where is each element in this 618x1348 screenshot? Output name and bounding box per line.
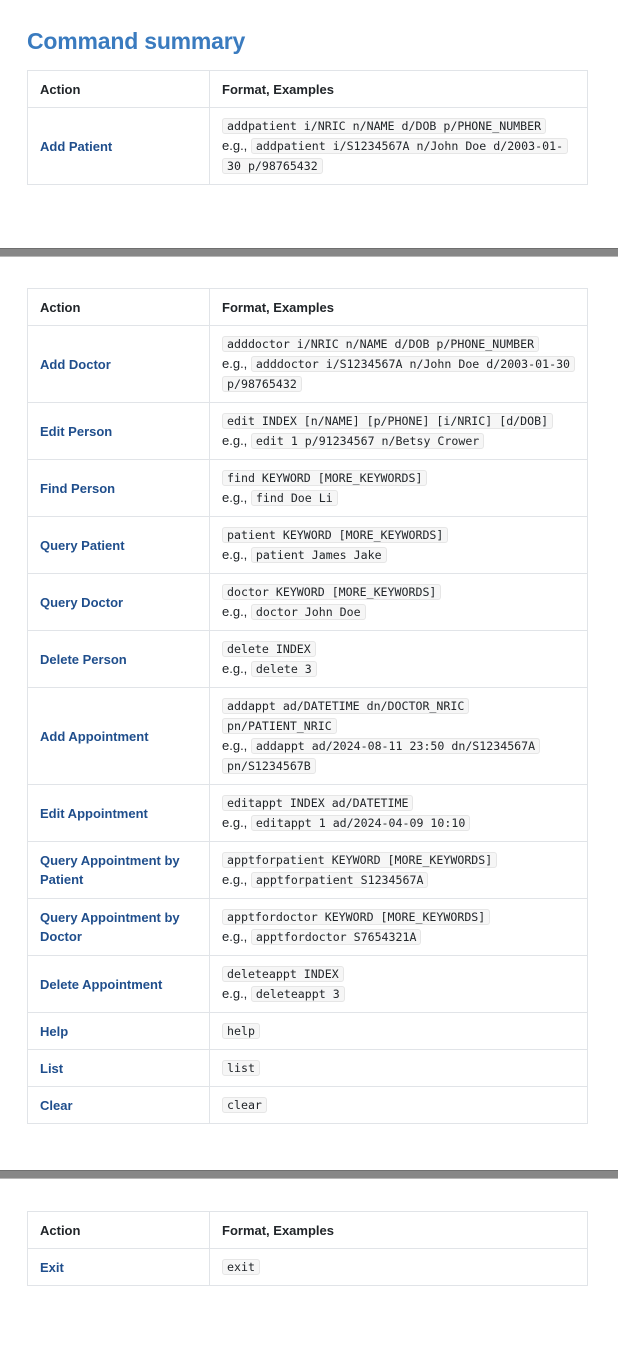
table-row: [28, 899, 588, 956]
header-action: Action: [28, 1212, 210, 1249]
eg-prefix: e.g.,: [222, 929, 248, 944]
format-code: addpatient i/NRIC n/NAME d/DOB p/PHONE_NUMBER: [222, 118, 546, 134]
format-code: patient KEYWORD [MORE_KEYWORDS]: [222, 527, 448, 543]
example-code: delete 3: [251, 661, 317, 677]
format-code: delete INDEX: [222, 641, 316, 657]
format-code: apptfordoctor KEYWORD [MORE_KEYWORDS]: [222, 909, 490, 925]
format-cell: [210, 1087, 588, 1124]
table-row: [28, 1249, 588, 1286]
example-code: apptforpatient S1234567A: [251, 872, 429, 888]
format-code: find KEYWORD [MORE_KEYWORDS]: [222, 470, 427, 486]
table-row: [28, 574, 588, 631]
format-cell: [210, 1249, 588, 1286]
table-header-row: [28, 289, 588, 326]
table-row: [28, 108, 588, 185]
page-title: Command summary: [27, 28, 246, 54]
format-cell: [210, 403, 588, 460]
format-cell: [210, 956, 588, 1013]
action-cell: List: [28, 1050, 210, 1087]
header-format: Format, Examples: [210, 1212, 588, 1249]
format-cell: [210, 1050, 588, 1087]
example-code: adddoctor i/S1234567A n/John Doe d/2003-01-30 p/98765432: [222, 356, 575, 392]
table-row: [28, 1087, 588, 1124]
eg-prefix: e.g.,: [222, 986, 248, 1001]
action-cell: Delete Appointment: [28, 956, 210, 1013]
example-code: edit 1 p/91234567 n/Betsy Crower: [251, 433, 484, 449]
example-code: find Doe Li: [251, 490, 338, 506]
format-cell: [210, 1013, 588, 1050]
format-cell: [210, 326, 588, 403]
eg-prefix: e.g.,: [222, 661, 248, 676]
command-table-3: [27, 1211, 588, 1286]
eg-prefix: e.g.,: [222, 604, 248, 619]
format-cell: [210, 631, 588, 688]
example-code: addpatient i/S1234567A n/John Doe d/2003-01-30 p/98765432: [222, 138, 568, 174]
format-code: adddoctor i/NRIC n/NAME d/DOB p/PHONE_NUMBER: [222, 336, 539, 352]
format-cell: [210, 574, 588, 631]
action-cell: Query Appointment by Patient: [28, 842, 210, 899]
format-code: editappt INDEX ad/DATETIME: [222, 795, 413, 811]
action-cell: Query Patient: [28, 517, 210, 574]
header-action: Action: [28, 289, 210, 326]
eg-prefix: e.g.,: [222, 872, 248, 887]
eg-prefix: e.g.,: [222, 547, 248, 562]
format-code: addappt ad/DATETIME dn/DOCTOR_NRIC pn/PATIENT_NRIC: [222, 698, 469, 734]
format-cell: [210, 688, 588, 785]
format-cell: [210, 785, 588, 842]
action-cell: Help: [28, 1013, 210, 1050]
table-row: [28, 517, 588, 574]
format-code: edit INDEX [n/NAME] [p/PHONE] [i/NRIC] [d/DOB]: [222, 413, 553, 429]
action-cell: Add Patient: [28, 108, 210, 185]
example-code: doctor John Doe: [251, 604, 366, 620]
table-row: [28, 785, 588, 842]
eg-prefix: e.g.,: [222, 815, 248, 830]
command-table-1: [27, 70, 588, 185]
example-code: apptfordoctor S7654321A: [251, 929, 422, 945]
action-cell: Add Appointment: [28, 688, 210, 785]
table-header-row: [28, 1212, 588, 1249]
table-row: [28, 631, 588, 688]
format-code: deleteappt INDEX: [222, 966, 344, 982]
page-divider: [0, 248, 618, 257]
example-code: deleteappt 3: [251, 986, 345, 1002]
eg-prefix: e.g.,: [222, 356, 248, 371]
format-cell: [210, 517, 588, 574]
command-table-2: [27, 288, 588, 1124]
eg-prefix: e.g.,: [222, 138, 248, 153]
table-row: [28, 1050, 588, 1087]
table-row: [28, 842, 588, 899]
format-code: exit: [222, 1259, 260, 1275]
format-code: doctor KEYWORD [MORE_KEYWORDS]: [222, 584, 441, 600]
eg-prefix: e.g.,: [222, 433, 248, 448]
eg-prefix: e.g.,: [222, 490, 248, 505]
page-divider: [0, 1170, 618, 1179]
action-cell: Query Doctor: [28, 574, 210, 631]
table-row: [28, 1013, 588, 1050]
example-code: addappt ad/2024-08-11 23:50 dn/S1234567A pn/S1234567B: [222, 738, 540, 774]
action-cell: Edit Person: [28, 403, 210, 460]
action-cell: Exit: [28, 1249, 210, 1286]
header-format: Format, Examples: [210, 71, 588, 108]
action-cell: Query Appointment by Doctor: [28, 899, 210, 956]
table-row: [28, 956, 588, 1013]
action-cell: Find Person: [28, 460, 210, 517]
format-cell: [210, 460, 588, 517]
action-cell: Add Doctor: [28, 326, 210, 403]
format-code: clear: [222, 1097, 267, 1113]
example-code: patient James Jake: [251, 547, 387, 563]
action-cell: Clear: [28, 1087, 210, 1124]
table-row: [28, 688, 588, 785]
format-cell: [210, 108, 588, 185]
table-row: [28, 403, 588, 460]
table-row: [28, 460, 588, 517]
action-cell: Delete Person: [28, 631, 210, 688]
example-code: editappt 1 ad/2024-04-09 10:10: [251, 815, 470, 831]
format-cell: [210, 899, 588, 956]
header-format: Format, Examples: [210, 289, 588, 326]
table-header-row: [28, 71, 588, 108]
eg-prefix: e.g.,: [222, 738, 248, 753]
action-cell: Edit Appointment: [28, 785, 210, 842]
format-code: apptforpatient KEYWORD [MORE_KEYWORDS]: [222, 852, 497, 868]
format-code: help: [222, 1023, 260, 1039]
header-action: Action: [28, 71, 210, 108]
format-cell: [210, 842, 588, 899]
format-code: list: [222, 1060, 260, 1076]
table-row: [28, 326, 588, 403]
